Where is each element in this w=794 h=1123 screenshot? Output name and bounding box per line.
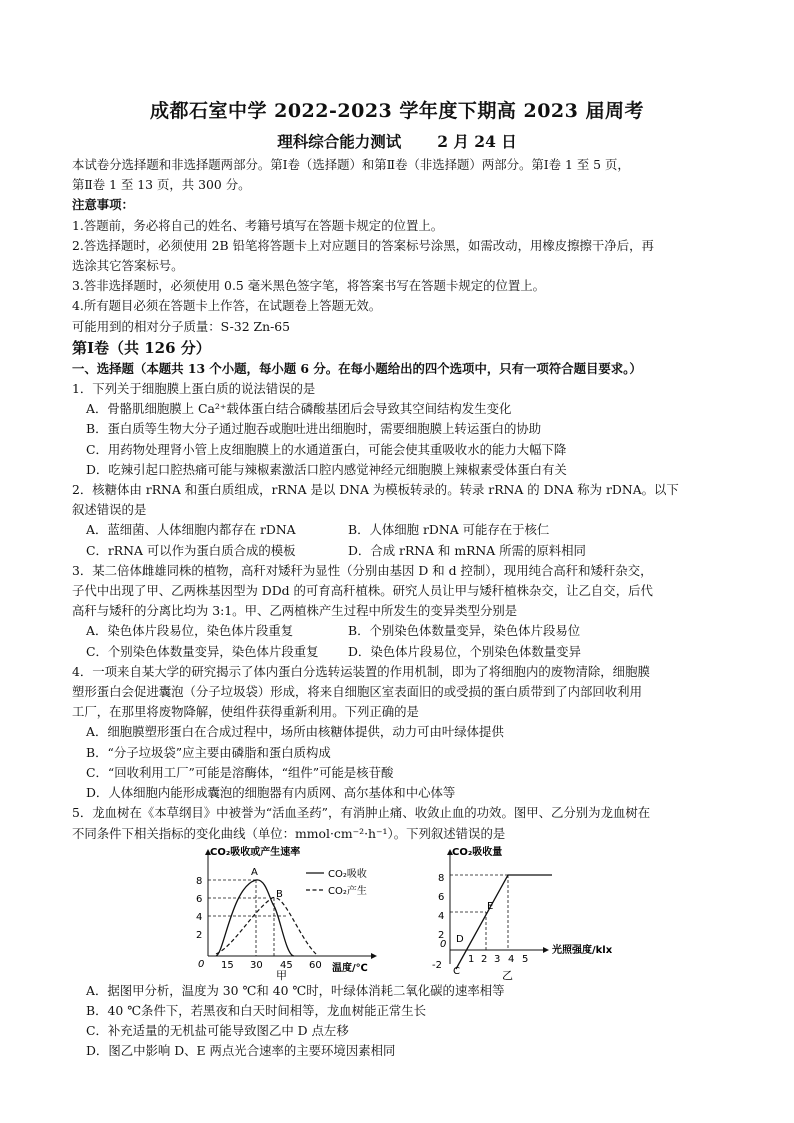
q5-option-a: A．据图甲分析，温度为 30 ℃和 40 ℃时，叶绿体消耗二氧化碳的速率相等 — [86, 982, 505, 998]
q5-figures — [72, 846, 724, 981]
q4-option-c: C．“回收利用工厂”可能是溶酶体，“组件”可能是核苷酸 — [86, 764, 394, 780]
origin-label: 0 — [198, 958, 205, 970]
x-tick-label: 45 — [280, 959, 293, 971]
y-tick-label: 8 — [196, 875, 203, 887]
x-tick-label: 5 — [522, 953, 529, 965]
notice-item: 4.所有题目必须在答题卡上作答，在试题卷上答题无效。 — [72, 298, 382, 314]
x-tick-label: 2 — [481, 953, 488, 965]
y-tick-label: 2 — [438, 929, 445, 941]
figure-caption: 乙 — [502, 968, 513, 981]
q3-option-c: C．个别染色体数量变异，染色体片段重复 — [86, 643, 319, 659]
q2-options-row — [72, 520, 724, 540]
section-heading: 第Ⅰ卷（共 126 分） — [72, 338, 211, 357]
y-tick-label: 8 — [438, 872, 445, 884]
notice-item: 2.答选择题时，必须使用 2B 铅笔将答题卡上对应题目的答案标号涂黑，如需改动，用橡皮擦擦干净后，再 — [72, 237, 654, 253]
exam-title: 成都石室中学 2022-2023 学年度下期高 2023 届周考 — [150, 100, 644, 122]
notice-item: 3.答非选择题时，必须使用 0.5 毫米黑色签字笔，将答案书写在答题卡规定的位置上。 — [72, 278, 546, 294]
q3-option-a: A．染色体片段易位，染色体片段重复 — [86, 623, 294, 639]
q2-option-b: B．人体细胞 rDNA 可能存在于核仁 — [348, 522, 550, 538]
q1-option-a: A．骨骼肌细胞膜上 Ca²⁺载体蛋白结合磷酸基团后会导致其空间结构发生变化 — [86, 401, 512, 417]
notice-item: 选涂其它答案标号。 — [72, 258, 184, 274]
q2-options-row — [72, 541, 724, 561]
question-4-stem: 4．一项来自某大学的研究揭示了体内蛋白分选转运装置的作用机制，即为了将细胞内的废物清除，细胞膜 — [72, 663, 650, 679]
figure-caption: 甲 — [276, 968, 287, 981]
exam-date: 2 月 24 日 — [437, 132, 517, 151]
question-2-stem: 2．核糖体由 rRNA 和蛋白质组成，rRNA 是以 DNA 为模板转录的。转录 rRNA 的 DNA 称为 rDNA。以下 — [72, 482, 679, 498]
subject-name: 理科综合能力测试 — [277, 132, 402, 151]
y-axis-label: CO₂吸收或产生速率 — [210, 846, 301, 858]
q1-option-b: B．蛋白质等生物大分子通过胞吞或胞吐进出细胞时，需要细胞膜上转运蛋白的协助 — [86, 421, 542, 437]
x-axis-label: 光照强度/klx — [552, 944, 613, 956]
point-e-label: E — [487, 900, 494, 912]
notice-title: 注意事项： — [72, 197, 134, 213]
molecular-mass-line: 可能用到的相对分子质量：S-32 Zn-65 — [72, 318, 291, 334]
x-tick-label: 3 — [494, 953, 501, 965]
q1-option-d: D．吃辣引起口腔热痛可能与辣椒素激活口腔内感觉神经元细胞膜上辣椒素受体蛋白有关 — [86, 461, 567, 477]
x-tick-label: 30 — [250, 959, 263, 971]
intro-line: 第Ⅱ卷 1 至 13 页，共 300 分。 — [72, 177, 251, 193]
point-d-label: D — [456, 933, 464, 945]
y-tick-label: 6 — [196, 893, 203, 905]
point-a-label: A — [251, 866, 258, 878]
question-1-stem: 1．下列关于细胞膜上蛋白质的说法错误的是 — [72, 381, 316, 397]
q4-option-b: B．“分子垃圾袋”应主要由磷脂和蛋白质构成 — [86, 744, 331, 760]
q5-option-d: D．图乙中影响 D、E 两点光合速率的主要环境因素相同 — [86, 1043, 396, 1059]
q3-options-row — [72, 621, 724, 641]
figure-jia — [194, 846, 422, 981]
question-5-stem: 5．龙血树在《本草纲目》中被誉为“活血圣药”，有消肿止痛、收敛止血的功效。图甲、乙分别为龙血树在 — [72, 805, 651, 821]
y-tick-label: 4 — [196, 911, 203, 923]
exam-body — [72, 155, 724, 1062]
x-tick-label: 15 — [221, 959, 234, 971]
x-tick-label: 60 — [309, 959, 322, 971]
q3-options-row — [72, 642, 724, 662]
q2-option-c: C．rRNA 可以作为蛋白质合成的模板 — [86, 542, 296, 558]
figure-yi — [428, 846, 668, 981]
notice-item: 1.答题前，务必将自己的姓名、考籍号填写在答题卡规定的位置上。 — [72, 217, 444, 233]
q4-option-d: D．人体细胞内能形成囊泡的细胞器有内质网、高尔基体和中心体等 — [86, 785, 456, 801]
question-3-stem: 子代中出现了甲、乙两株基因型为 DDd 的可育高秆植株。研究人员让甲与矮秆植株杂交，让乙自交，后代 — [72, 583, 653, 599]
section-instructions: 一、选择题（本题共 13 个小题，每小题 6 分。在每小题给出的四个选项中，只有一项符合题目要求。） — [72, 360, 642, 376]
q5-option-b: B．40 ℃条件下，若黑夜和白天时间相等，龙血树能正常生长 — [86, 1002, 427, 1018]
question-3-stem: 高秆与矮秆的分离比均为 3:1。甲、乙两植株产生过程中所发生的变异类型分别是 — [72, 603, 518, 619]
point-c-label: C — [453, 965, 460, 977]
legend-produce-label: CO₂产生 — [328, 885, 367, 897]
point-b-label: B — [276, 888, 283, 900]
question-4-stem: 塑形蛋白会促进囊泡（分子垃圾袋）形成，将来自细胞区室表面旧的或受损的蛋白质带到了内部回收利用 — [72, 684, 642, 700]
question-5-stem: 不同条件下相关指标的变化曲线（单位：mmol·cm⁻²·h⁻¹）。下列叙述错误的是 — [72, 825, 506, 841]
y-axis-label: CO₂吸收量 — [452, 846, 503, 858]
y-tick-label: 2 — [196, 929, 203, 941]
origin-label: 0 — [440, 938, 447, 950]
q3-option-d: D．染色体片段易位，个别染色体数量变异 — [348, 643, 581, 659]
y-tick-label: 6 — [438, 891, 445, 903]
q3-option-b: B．个别染色体数量变异，染色体片段易位 — [348, 623, 581, 639]
x-tick-label: 4 — [508, 953, 515, 965]
q2-option-a: A．蓝细菌、人体细胞内都存在 rDNA — [86, 522, 296, 538]
x-tick-label: 1 — [468, 953, 475, 965]
y-tick-label: -2 — [432, 959, 442, 971]
x-axis-label: 温度/℃ — [332, 962, 368, 974]
legend-absorb-label: CO₂吸收 — [328, 868, 367, 880]
question-2-stem: 叙述错误的是 — [72, 502, 147, 518]
y-tick-label: 4 — [438, 910, 445, 922]
q2-option-d: D．合成 rRNA 和 mRNA 所需的原料相同 — [348, 542, 586, 558]
intro-line: 本试卷分选择题和非选择题两部分。第Ⅰ卷（选择题）和第Ⅱ卷（非选择题）两部分。第Ⅰ卷 1 至 5 页， — [72, 157, 630, 172]
co2-produce-curve — [216, 897, 316, 954]
q4-option-a: A．细胞膜塑形蛋白在合成过程中，场所由核糖体提供，动力可由叶绿体提供 — [86, 724, 504, 740]
q1-option-c: C．用药物处理肾小管上皮细胞膜上的水通道蛋白，可能会使其重吸收水的能力大幅下降 — [86, 441, 567, 457]
question-4-stem: 工厂，在那里将废物降解，使组件获得重新利用。下列正确的是 — [72, 704, 419, 720]
q5-option-c: C．补充适量的无机盐可能导致图乙中 D 点左移 — [86, 1023, 349, 1039]
exam-subtitle — [0, 130, 794, 152]
question-3-stem: 3．某二倍体雌雄同株的植物，高秆对矮秆为显性（分别由基因 D 和 d 控制），现用纯合高秆和矮秆杂交， — [72, 562, 653, 578]
